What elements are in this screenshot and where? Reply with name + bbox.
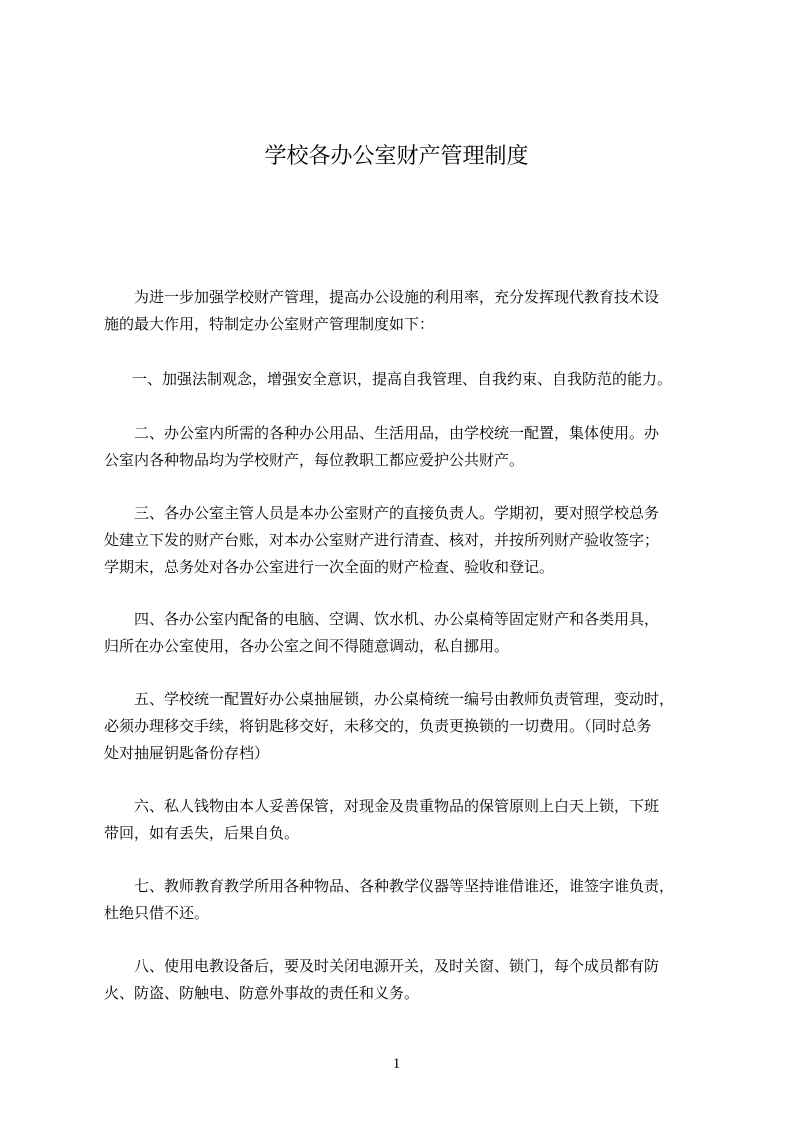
paragraph-line: 火、防盗、防触电、防意外事故的责任和义务。	[104, 984, 420, 1002]
rule-paragraph-7	[104, 873, 704, 927]
paragraph-line: 学期末，总务处对各办公室进行一次全面的财产检查、验收和登记。	[104, 558, 555, 576]
paragraph-line: 五、学校统一配置好办公桌抽屉锁，办公桌椅统一编号由教师负责管理，变动时，	[134, 690, 675, 708]
rule-paragraph-4	[104, 606, 704, 660]
paragraph-line: 七、教师教育教学所用各种物品、各种教学仪器等坚持谁借谁还，谁签字谁负责，	[134, 877, 675, 895]
paragraph-line: 二、办公室内所需的各种办公用品、生活用品，由学校统一配置，集体使用。办	[134, 424, 660, 442]
rule-paragraph-2	[104, 420, 704, 474]
paragraph-line: 必须办理移交手续，将钥匙移交好，未移交的，负责更换锁的一切费用。（同时总务	[104, 717, 652, 735]
rule-paragraph-6	[104, 793, 704, 847]
paragraph-line: 为进一步加强学校财产管理，提高办公设施的利用率，充分发挥现代教育技术设	[134, 288, 660, 306]
paragraph-line: 三、各办公室主管人员是本办公室财产的直接负责人。学期初，要对照学校总务	[134, 504, 660, 522]
rule-paragraph-8	[104, 953, 704, 1007]
intro-paragraph	[104, 284, 704, 338]
paragraph-line: 处对抽屉钥匙备份存档）	[104, 744, 270, 762]
page-number: 1	[392, 1056, 401, 1072]
paragraph-line: 处建立下发的财产台账，对本办公室财产进行清查、核对，并按所列财产验收签字；	[104, 531, 660, 549]
document-title: 学校各办公室财产管理制度	[264, 144, 529, 169]
paragraph-line: 一、加强法制观念，增强安全意识，提高自我管理、自我约束、自我防范的能力。	[132, 370, 673, 388]
paragraph-line: 公室内各种物品均为学校财产，每位教职工都应爱护公共财产。	[104, 451, 525, 469]
paragraph-line: 施的最大作用，特制定办公室财产管理制度如下：	[104, 315, 435, 333]
paragraph-line: 带回，如有丢失，后果自负。	[104, 824, 300, 842]
paragraph-line: 四、各办公室内配备的电脑、空调、饮水机、办公桌椅等固定财产和各类用具，	[134, 610, 660, 628]
paragraph-line: 六、私人钱物由本人妥善保管，对现金及贵重物品的保管原则上白天上锁，下班	[134, 797, 660, 815]
paragraph-line: 八、使用电教设备后，要及时关闭电源开关，及时关窗、锁门，每个成员都有防	[134, 957, 660, 975]
paragraph-line: 杜绝只借不还。	[104, 904, 210, 922]
rule-paragraph-3	[104, 500, 704, 581]
paragraph-line: 归所在办公室使用，各办公室之间不得随意调动，私自挪用。	[104, 637, 510, 655]
rule-paragraph-1	[104, 366, 704, 393]
rule-paragraph-5	[104, 686, 704, 767]
